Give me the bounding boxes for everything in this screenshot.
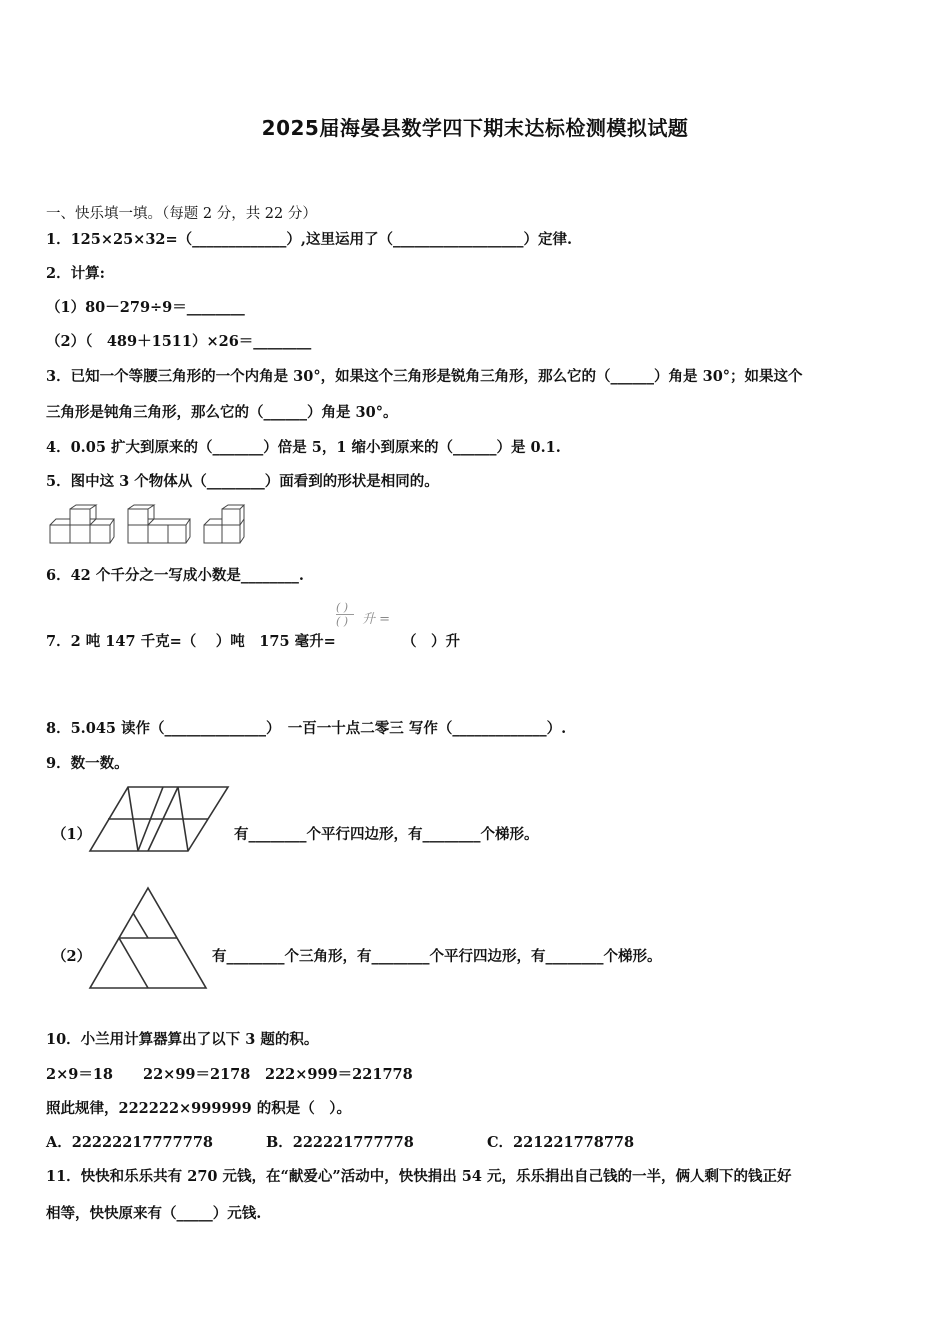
- question-2-part-2: （2）（ 489＋1511）×26＝________: [46, 333, 312, 350]
- cube-figure-group: [48, 505, 248, 547]
- question-10-ask: 照此规律，222222×999999 的积是（ ）。: [46, 1100, 352, 1117]
- question-9: 9．数一数。: [46, 755, 129, 772]
- page-title: 2025届海晏县数学四下期末达标检测模拟试题: [261, 116, 689, 140]
- question-9-part-2-label: （2）: [52, 948, 92, 965]
- option-a: A．22222217777778: [46, 1134, 213, 1151]
- option-b: B．222221777778: [266, 1134, 414, 1151]
- question-10: 10．小兰用计算器算出了以下 3 题的积。: [46, 1031, 319, 1048]
- question-3-line-1: 3．已知一个等腰三角形的一个内角是 30°，如果这个三角形是锐角三角形，那么它的（______）角是 30°；如果这个: [46, 368, 803, 385]
- question-10-eq-3: 222×999＝221778: [265, 1066, 413, 1083]
- question-11-line-1: 11．快快和乐乐共有 270 元钱，在“献爱心”活动中，快快捐出 54 元，乐乐捐出自己钱的一半，俩人剩下的钱正好: [46, 1168, 792, 1185]
- fraction-image: [336, 602, 354, 627]
- fraction-numerator: ( ): [336, 601, 349, 614]
- question-9-part-1-label: （1）: [52, 826, 92, 843]
- question-4: 4．0.05 扩大到原来的（_______）倍是 5，1 缩小到原来的（______）是 0.1.: [46, 439, 561, 456]
- question-2-part-1: （1）80－279÷9＝________: [46, 299, 245, 316]
- question-10-eq-2: 22×99＝2178: [143, 1066, 251, 1083]
- triangle-figure: [88, 886, 210, 990]
- liter-equals: 升 =: [362, 612, 391, 627]
- question-11-line-2: 相等，快快原来有（_____）元钱.: [46, 1205, 262, 1222]
- question-7-tail: （ ）升: [402, 633, 460, 650]
- question-7: 7．2 吨 147 千克=（ ）吨 175 毫升=: [46, 633, 336, 650]
- question-8: 8．5.045 读作（______________） 一百一十点二零三 写作（_____________）.: [46, 720, 567, 737]
- question-2: 2．计算:: [46, 265, 105, 282]
- question-10-eq-1: 2×9＝18: [46, 1066, 114, 1083]
- question-5: 5．图中这 3 个物体从（________）面看到的形状是相同的。: [46, 473, 439, 490]
- parallelogram-figure: [88, 785, 230, 853]
- question-6: 6．42 个千分之一写成小数是________.: [46, 567, 304, 584]
- section-heading: 一、快乐填一填。（每题 2 分，共 22 分）: [46, 206, 317, 222]
- question-1: 1．125×25×32=（_____________）,这里运用了（__________________）定律.: [46, 231, 573, 248]
- question-9-part-1-text: 有________个平行四边形，有________个梯形。: [234, 826, 539, 843]
- fraction-denominator: ( ): [336, 615, 349, 628]
- question-9-part-2-text: 有________个三角形，有________个平行四边形，有________个梯形。: [212, 948, 662, 965]
- question-3-line-2: 三角形是钝角三角形，那么它的（______）角是 30°。: [46, 404, 398, 421]
- option-c: C．221221778778: [487, 1134, 635, 1151]
